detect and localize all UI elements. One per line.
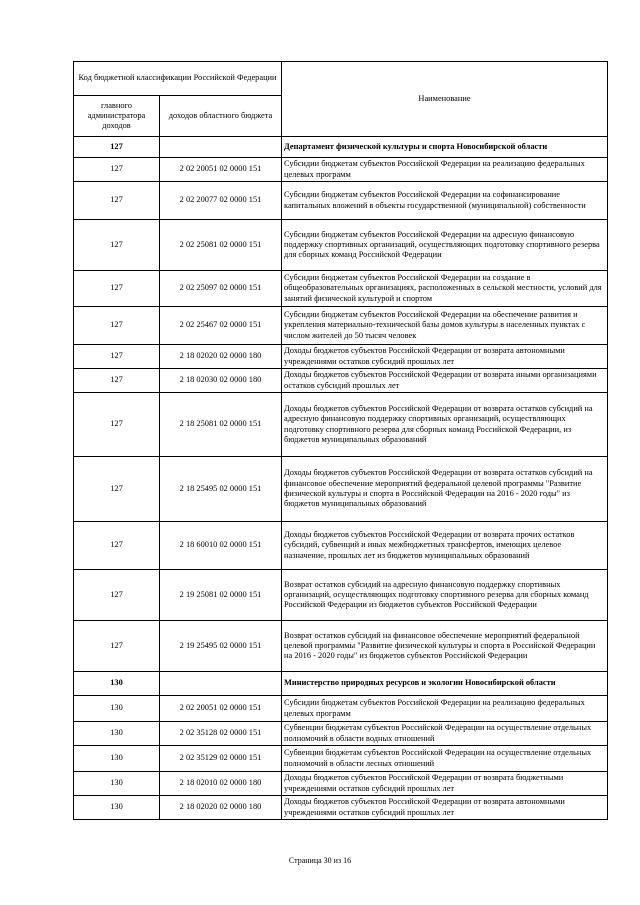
table-row	[74, 369, 608, 393]
table-row	[74, 796, 608, 820]
table-row	[74, 345, 608, 369]
admin-code-cell: 127	[74, 369, 160, 393]
admin-code-cell: 130	[74, 722, 160, 746]
group-row	[74, 137, 608, 158]
admin-code-cell: 127	[74, 345, 160, 369]
name-cell: Доходы бюджетов субъектов Российской Федерации от возврата автономными учреждениями остатков субсидий прошлых лет	[282, 796, 608, 820]
name-cell: Доходы бюджетов субъектов Российской Федерации от возврата остатков субсидий на финансовое обеспечение мероприятий федеральной целевой программы "Развитие физической культуры и спорта в Российской Федерации на 2016 - 2020 годы" из бюджетов муниципальных образований	[282, 457, 608, 522]
income-code-cell: 2 19 25081 02 0000 151	[160, 570, 282, 621]
table-body	[74, 137, 608, 820]
table-row	[74, 772, 608, 796]
admin-code-cell: 127	[74, 220, 160, 271]
group-row	[74, 672, 608, 696]
admin-code-cell: 127	[74, 522, 160, 570]
income-code-cell: 2 18 02030 02 0000 180	[160, 369, 282, 393]
income-code-cell: 2 02 20051 02 0000 151	[160, 158, 282, 182]
income-code-cell: 2 18 02020 02 0000 180	[160, 345, 282, 369]
admin-code-cell: 130	[74, 672, 160, 696]
table-row	[74, 722, 608, 746]
table-row	[74, 522, 608, 570]
name-cell: Субвенции бюджетам субъектов Российской Федерации на осуществление отдельных полномочий в области водных отношений	[282, 722, 608, 746]
table-row	[74, 457, 608, 522]
name-cell: Доходы бюджетов субъектов Российской Федерации от возврата остатков субсидий на адресную финансовую поддержку спортивных организаций, осуществляющих подготовку спортивного резерва для сборных команд Российской Федерации, из бюджетов муниципальных образований	[282, 393, 608, 457]
name-cell: Министерство природных ресурсов и экологии Новосибирской области	[282, 672, 608, 696]
income-code-cell	[160, 137, 282, 158]
admin-code-cell: 127	[74, 182, 160, 220]
name-cell: Субсидии бюджетам субъектов Российской Федерации на создание в общеобразовательных организациях, расположенных в сельской местности, условий для занятий физической культурой и спортом	[282, 271, 608, 307]
income-code-cell: 2 18 25081 02 0000 151	[160, 393, 282, 457]
admin-code-cell: 127	[74, 158, 160, 182]
page-footer: Страница 30 из 16	[288, 856, 352, 865]
table-row	[74, 746, 608, 772]
admin-code-cell: 127	[74, 393, 160, 457]
name-cell: Субсидии бюджетам субъектов Российской Федерации на обеспечение развития и укрепления материально-технической базы домов культуры в населенных пунктах с числом жителей до 50 тысяч человек	[282, 307, 608, 345]
admin-header: главного администратора доходов	[74, 96, 160, 137]
name-cell: Доходы бюджетов субъектов Российской Федерации от возврата иными организациями остатков субсидий прошлых лет	[282, 369, 608, 393]
income-code-cell: 2 02 35129 02 0000 151	[160, 746, 282, 772]
income-code-cell: 2 02 20077 02 0000 151	[160, 182, 282, 220]
income-code-cell: 2 18 02020 02 0000 180	[160, 796, 282, 820]
name-cell: Субвенции бюджетам субъектов Российской Федерации на осуществление отдельных полномочий в области лесных отношений	[282, 746, 608, 772]
income-code-cell: 2 02 20051 02 0000 151	[160, 696, 282, 722]
admin-code-cell: 127	[74, 621, 160, 672]
name-cell: Доходы бюджетов субъектов Российской Федерации от возврата бюджетными учреждениями остатков субсидий прошлых лет	[282, 772, 608, 796]
admin-code-cell: 130	[74, 772, 160, 796]
document-page	[73, 61, 607, 820]
admin-code-cell: 130	[74, 796, 160, 820]
income-code-cell: 2 02 25097 02 0000 151	[160, 271, 282, 307]
admin-code-cell: 127	[74, 457, 160, 522]
income-code-cell: 2 18 25495 02 0000 151	[160, 457, 282, 522]
admin-code-cell: 127	[74, 570, 160, 621]
table-row	[74, 621, 608, 672]
name-cell: Субсидии бюджетам субъектов Российской Федерации на софинансирование капитальных вложений в объекты государственной (муниципальной) собственности	[282, 182, 608, 220]
name-cell: Субсидии бюджетам субъектов Российской Федерации на реализацию федеральных целевых программ	[282, 158, 608, 182]
table-row	[74, 570, 608, 621]
name-header: Наименование	[282, 62, 608, 137]
table-row	[74, 182, 608, 220]
income-code-cell: 2 18 60010 02 0000 151	[160, 522, 282, 570]
table-row	[74, 271, 608, 307]
table-row	[74, 307, 608, 345]
kbk-header: Код бюджетной классификации Российской Федерации	[74, 62, 282, 96]
name-cell: Субсидии бюджетам субъектов Российской Федерации на адресную финансовую поддержку спортивных организаций, осуществляющих подготовку спортивного резерва для сборных команд Российской Федерации	[282, 220, 608, 271]
admin-code-cell: 130	[74, 746, 160, 772]
income-code-cell: 2 18 02010 02 0000 180	[160, 772, 282, 796]
income-header: доходов областного бюджета	[160, 96, 282, 137]
income-code-cell: 2 02 35128 02 0000 151	[160, 722, 282, 746]
table-row	[74, 393, 608, 457]
admin-code-cell: 127	[74, 307, 160, 345]
table-row	[74, 158, 608, 182]
income-code-cell	[160, 672, 282, 696]
admin-code-cell: 130	[74, 696, 160, 722]
name-cell: Возврат остатков субсидий на адресную финансовую поддержку спортивных организаций, осуществляющих подготовку спортивного резерва для сборных команд Российской Федерации из бюджетов субъектов Российской Федерации	[282, 570, 608, 621]
income-code-cell: 2 19 25495 02 0000 151	[160, 621, 282, 672]
name-cell: Возврат остатков субсидий на финансовое обеспечение мероприятий федеральной целевой программы "Развитие физической культуры и спорта в Российской Федерации на 2016 - 2020 годы" из бюджетов субъектов Российской Федерации	[282, 621, 608, 672]
admin-code-cell: 127	[74, 137, 160, 158]
name-cell: Доходы бюджетов субъектов Российской Федерации от возврата прочих остатков субсидий, субвенций и иных межбюджетных трансфертов, имеющих целевое назначение, прошлых лет из бюджетов муниципальных образований	[282, 522, 608, 570]
name-cell: Доходы бюджетов субъектов Российской Федерации от возврата автономными учреждениями остатков субсидий прошлых лет	[282, 345, 608, 369]
income-code-cell: 2 02 25467 02 0000 151	[160, 307, 282, 345]
name-cell: Субсидии бюджетам субъектов Российской Федерации на реализацию федеральных целевых программ	[282, 696, 608, 722]
name-cell: Департамент физической культуры и спорта Новосибирской области	[282, 137, 608, 158]
table-row	[74, 220, 608, 271]
table-header-row	[74, 62, 608, 96]
admin-code-cell: 127	[74, 271, 160, 307]
table-row	[74, 696, 608, 722]
budget-classification-table	[73, 61, 608, 820]
income-code-cell: 2 02 25081 02 0000 151	[160, 220, 282, 271]
